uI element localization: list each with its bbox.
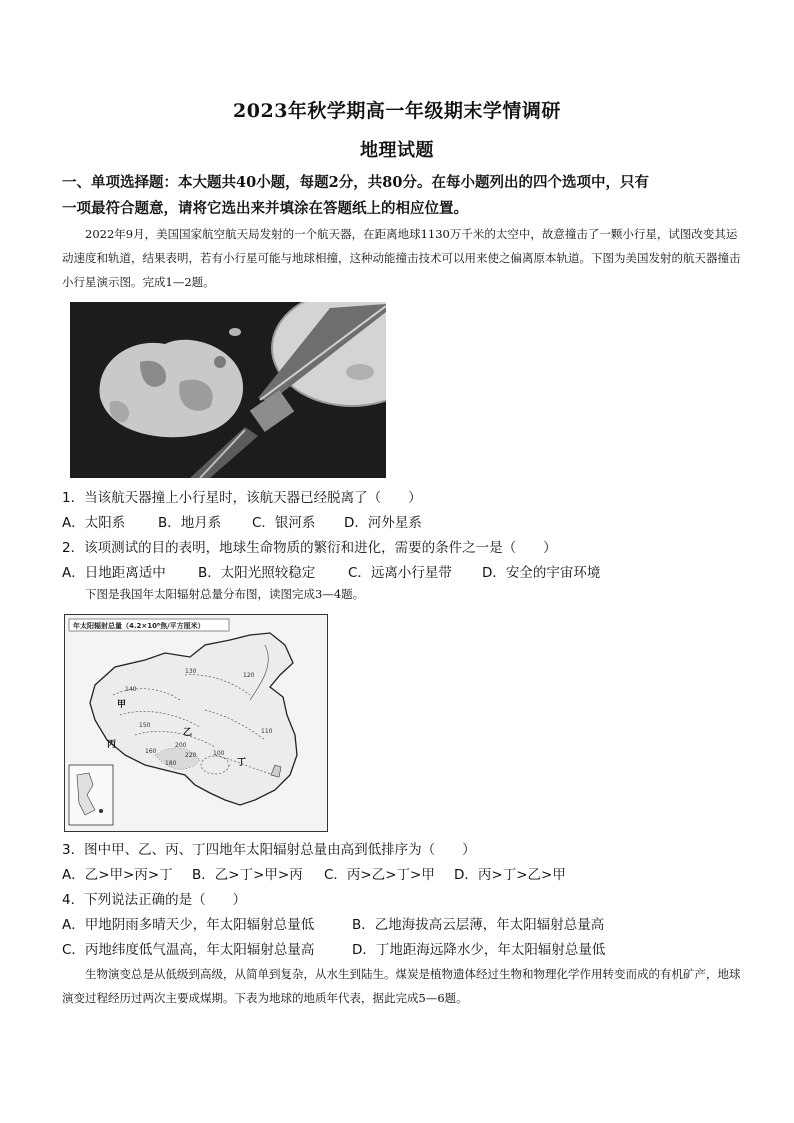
isoline-label-160: 160 bbox=[145, 748, 157, 755]
section-heading-line2: 一项最符合题意，请将它选出来并填涂在答题纸上的相应位置。 bbox=[62, 200, 468, 217]
isoline-label-100: 100 bbox=[213, 750, 225, 757]
map-label-ding: 丁 bbox=[237, 758, 247, 768]
q1-option-b[interactable]: B．地月系 bbox=[158, 515, 222, 531]
question-2-options bbox=[62, 561, 752, 581]
q4-option-d[interactable]: D．丁地距海远降水少，年太阳辐射总量低 bbox=[352, 942, 606, 958]
exam-subtitle: 地理试题 bbox=[360, 140, 434, 161]
exam-title: 2023年秋学期高一年级期末学情调研 bbox=[233, 100, 561, 122]
isoline-label-220: 220 bbox=[185, 752, 197, 759]
q4-option-b[interactable]: B．乙地海拔高云层薄，年太阳辐射总量高 bbox=[352, 917, 605, 933]
isoline-label-200: 200 bbox=[175, 742, 187, 749]
solar-radiation-map bbox=[64, 614, 328, 832]
q4-option-a[interactable]: A．甲地阴雨多晴天少，年太阳辐射总量低 bbox=[62, 917, 315, 933]
q1-option-d[interactable]: D．河外星系 bbox=[344, 515, 422, 531]
q3-option-c[interactable]: C．丙>乙>丁>甲 bbox=[324, 867, 435, 883]
question-3-options bbox=[62, 863, 752, 883]
question-4-options-cd bbox=[62, 938, 752, 958]
section-heading-line1: 一、单项选择题：本大题共40小题，每题2分，共80分。在每小题列出的四个选项中，只有 bbox=[62, 174, 649, 191]
q2-option-c[interactable]: C．远离小行星带 bbox=[348, 565, 452, 581]
isoline-label-120: 120 bbox=[243, 672, 255, 679]
q3-option-a[interactable]: A．乙>甲>丙>丁 bbox=[62, 867, 173, 883]
map-label-jia: 甲 bbox=[117, 700, 127, 710]
isoline-label-150: 150 bbox=[139, 722, 151, 729]
passage-solar-map: 下图是我国年太阳辐射总量分布图，读图完成3—4题。 bbox=[85, 587, 365, 601]
question-4-options-ab bbox=[62, 913, 752, 933]
question-1-options bbox=[62, 511, 752, 531]
q2-option-d[interactable]: D．安全的宇宙环境 bbox=[482, 565, 601, 581]
question-1-stem: 1．当该航天器撞上小行星时，该航天器已经脱离了（ ） bbox=[62, 490, 422, 506]
q1-option-c[interactable]: C．银河系 bbox=[252, 515, 316, 531]
q3-option-d[interactable]: D．丙>丁>乙>甲 bbox=[454, 867, 566, 883]
question-4-stem: 4．下列说法正确的是（ ） bbox=[62, 892, 247, 908]
isoline-label-110: 110 bbox=[261, 728, 273, 735]
q3-option-b[interactable]: B．乙>丁>甲>丙 bbox=[192, 867, 303, 883]
q2-option-a[interactable]: A．日地距离适中 bbox=[62, 565, 166, 581]
asteroid-impact-image bbox=[70, 302, 386, 478]
isoline-label-130: 130 bbox=[185, 668, 197, 675]
map-legend: 年太阳辐射总量（4.2×10⁸焦/平方厘米） bbox=[73, 622, 205, 630]
question-2-stem: 2．该项测试的目的表明，地球生命物质的繁衍和进化，需要的条件之一是（ ） bbox=[62, 540, 557, 556]
passage-coal-formation: 生物演变总是从低级到高级，从简单到复杂，从水生到陆生。煤炭是植物遗体经过生物和物理化学作用转变而成的有机矿产，地球演变过程经历过两次主要成煤期。下表为地球的地质年代表，据此完成5—6题。 bbox=[62, 967, 741, 1005]
q1-option-a[interactable]: A．太阳系 bbox=[62, 515, 126, 531]
q2-option-b[interactable]: B．太阳光照较稳定 bbox=[198, 565, 316, 581]
isoline-label-180: 180 bbox=[165, 760, 177, 767]
question-3-stem: 3．图中甲、乙、丙、丁四地年太阳辐射总量由高到低排序为（ ） bbox=[62, 842, 476, 858]
map-label-yi: 乙 bbox=[183, 728, 193, 738]
q4-option-c[interactable]: C．丙地纬度低气温高，年太阳辐射总量高 bbox=[62, 942, 315, 958]
isoline-label-140: 140 bbox=[125, 686, 137, 693]
passage-asteroid: 2022年9月，美国国家航空航天局发射的一个航天器，在距离地球1130万千米的太空中，故意撞击了一颗小行星，试图改变其运动速度和轨道，结果表明，若有小行星可能与地球相撞，这种动能撞击技术可以用来使之偏离原本轨道。下图为美国发射的航天器撞击小行星演示图。完成1—2题。 bbox=[62, 227, 741, 289]
map-label-bing: 丙 bbox=[107, 740, 117, 750]
